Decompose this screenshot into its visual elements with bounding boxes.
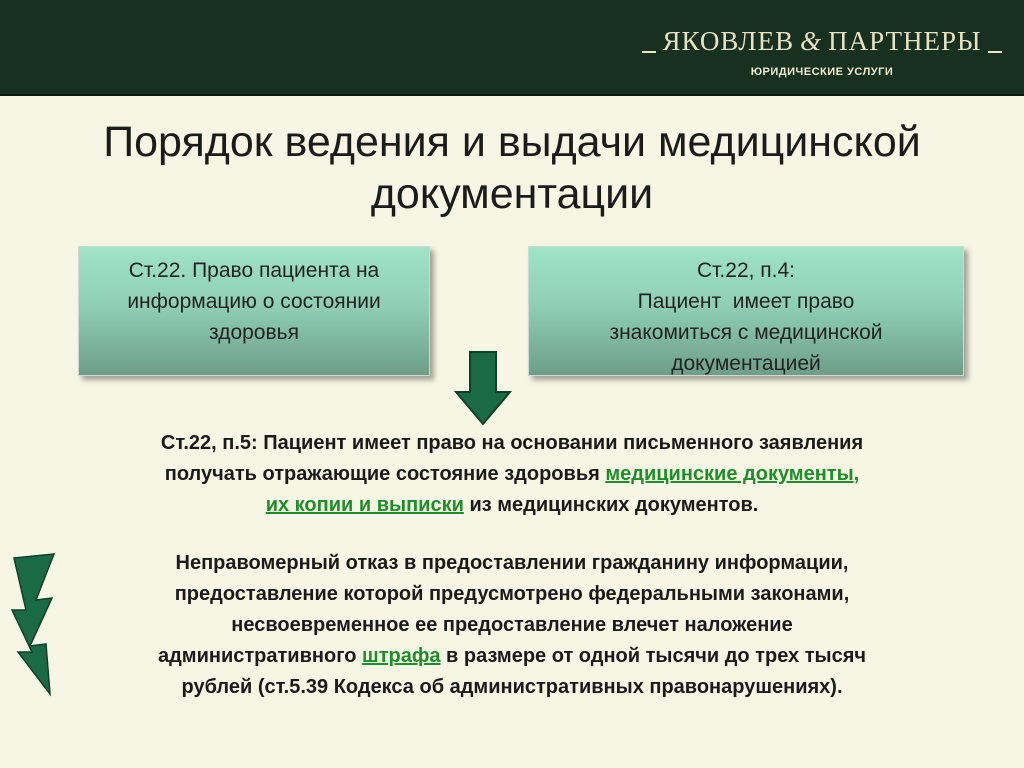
paragraph-article-22-p5 [30, 428, 994, 521]
p2-line-1: Неправомерный отказ в предоставлении гражданину информации, [175, 552, 849, 574]
title-line-2: документации [370, 170, 654, 218]
p2-line-3: несвоевременное ее предоставление влечет наложение [231, 614, 793, 636]
slide-title [40, 116, 984, 220]
down-arrow-icon [454, 350, 512, 426]
card-right-line-3: знакомиться с медицинской [609, 321, 883, 344]
brand-ampersand: & [800, 26, 823, 56]
card-left-line-1: Ст.22. Право пациента на [128, 259, 380, 282]
p1-line-1: Ст.22, п.5: Пациент имеет право на основании письменного заявления [160, 432, 864, 454]
p1-line-2-text: получать отражающие состояние здоровья [164, 463, 606, 485]
fine-link[interactable]: штрафа [362, 645, 441, 667]
brand-name [642, 26, 1002, 57]
card-left-line-3: здоровья [209, 321, 299, 344]
copies-and-extracts-link[interactable]: их копии и выписки [265, 494, 464, 516]
p2-line-4-text: административного [157, 645, 363, 667]
brand-name-right: ПАРТНЕРЫ [828, 26, 982, 56]
brand-name-left: ЯКОВЛЕВ [662, 26, 795, 56]
card-right-line-1: Ст.22, п.4: [696, 259, 796, 282]
brand-dash-left [642, 51, 656, 53]
p2-line-2: предоставление которой предусмотрено федеральными законами, [174, 583, 850, 605]
brand-dash-right [988, 51, 1002, 53]
p1-line-3-text: из медицинских документов. [463, 494, 759, 516]
card-article-22-p4 [528, 246, 964, 376]
paragraph-penalty [30, 548, 994, 703]
brand-subtitle: ЮРИДИЧЕСКИЕ УСЛУГИ [750, 66, 894, 78]
p2-line-5: рублей (ст.5.39 Кодекса об административных правонарушениях). [181, 676, 843, 698]
title-line-1: Порядок ведения и выдачи медицинской [103, 118, 921, 166]
card-article-22 [78, 246, 430, 376]
card-right-line-4: документацией [671, 352, 821, 375]
header-bar [0, 0, 1024, 96]
medical-documents-link[interactable]: медицинские документы, [605, 463, 860, 485]
card-left-line-2: информацию о состоянии [127, 290, 381, 313]
p2-line-4-text-after: в размере от одной тысячи до трех тысяч [440, 645, 867, 667]
brand-logo [642, 26, 1002, 78]
card-right-line-2: Пациент имеет право [637, 290, 855, 313]
